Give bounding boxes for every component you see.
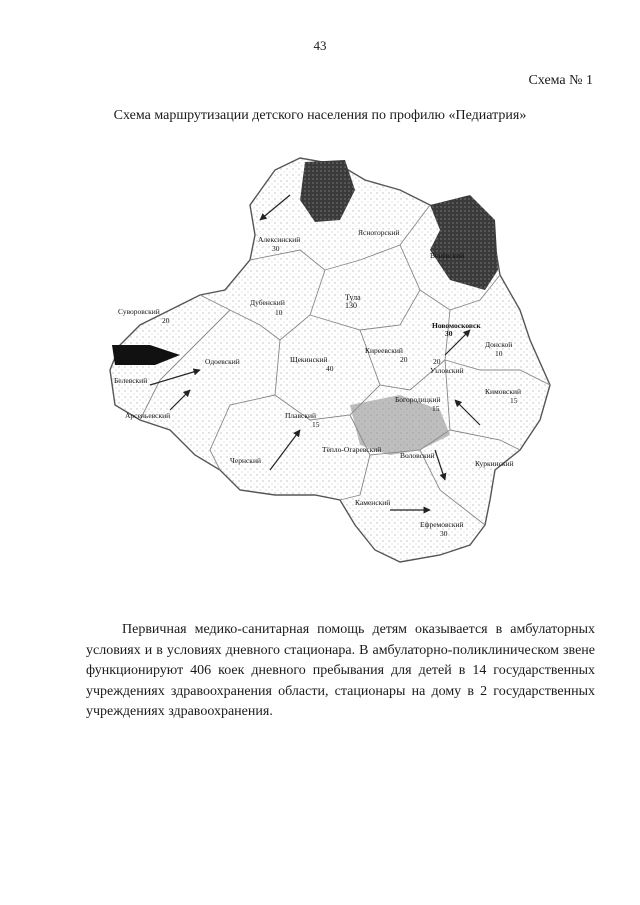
svg-text:15: 15 — [510, 396, 518, 405]
district-efremov: Ефремовский — [420, 520, 464, 529]
document-title: Схема маршрутизации детского населения по профилю «Педиатрия» — [113, 108, 527, 123]
svg-text:15: 15 — [312, 420, 320, 429]
district-dubna: Дубенский — [250, 298, 285, 307]
scheme-label: Схема № 1 — [528, 73, 593, 88]
svg-text:30: 30 — [445, 329, 453, 338]
district-tula: Тула — [345, 293, 361, 302]
svg-text:20: 20 — [433, 357, 441, 366]
district-plavsk: Плавский — [285, 411, 316, 420]
district-kamenka: Каменский — [355, 498, 391, 507]
district-volovo: Воловский — [400, 451, 435, 460]
district-teplo-ogarevo: Тёплo-Огаревский — [322, 445, 382, 454]
district-arsenyevo: Арсеньевский — [125, 411, 171, 420]
district-uzlovaya: Узловский — [430, 366, 464, 375]
district-odoev: Одоевский — [205, 357, 240, 366]
page-number: 43 — [313, 38, 327, 53]
district-kireevsk: Киреевский — [365, 346, 403, 355]
district-chern: Чернский — [230, 456, 261, 465]
svg-text:10: 10 — [275, 308, 283, 317]
svg-text:30: 30 — [272, 244, 280, 253]
district-alexin: Алексинский — [258, 235, 301, 244]
svg-text:15: 15 — [432, 404, 440, 413]
district-belev: Белевский — [114, 376, 148, 385]
district-bogoroditsk: Богородицкий — [395, 395, 441, 404]
svg-text:130: 130 — [345, 301, 357, 310]
district-suvorov: Суворовский — [118, 307, 160, 316]
district-kurkino: Куркинский — [475, 459, 514, 468]
svg-text:10: 10 — [495, 349, 503, 358]
district-shchekino: Щекинский — [290, 355, 328, 364]
svg-text:30: 30 — [440, 529, 448, 538]
region-map — [100, 150, 560, 580]
district-yasnogorsk: Ясногорский — [358, 228, 400, 237]
svg-text:20: 20 — [162, 316, 170, 325]
district-novomoskovsk: Новомосковск — [432, 321, 481, 330]
district-venev: Венёвский — [430, 251, 465, 260]
svg-text:20: 20 — [400, 355, 408, 364]
district-donskoy: Донской — [485, 340, 513, 349]
svg-text:40: 40 — [326, 364, 334, 373]
body-paragraph: Первичная медико-санитарная помощь детям оказывается в амбулаторных условиях и в условиях дневного стационара. В амбулаторно-поликлиническом звене функционируют 406 коек дневного пребывания для детей в 14 государственных учреждениях здравоохранения области, стационары на дому в 2 государственных учреждениях здравоохранения. — [86, 622, 595, 719]
district-kimovsk: Кимовский — [485, 387, 522, 396]
